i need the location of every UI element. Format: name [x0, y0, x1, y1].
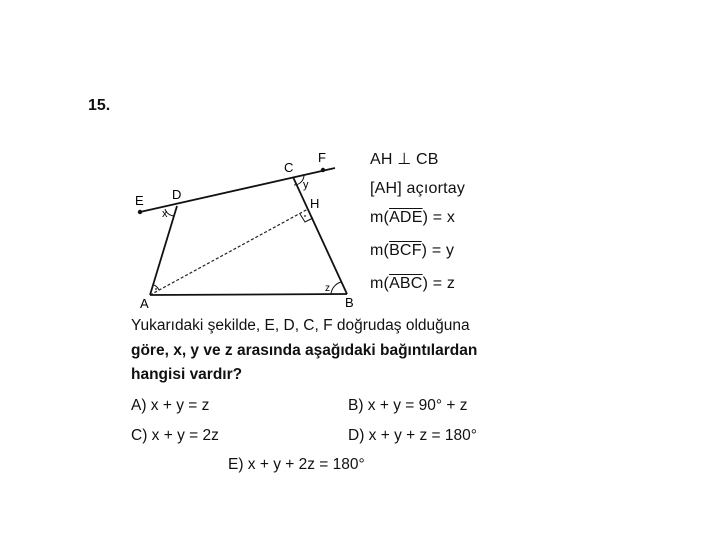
condition-angle-ade	[370, 209, 455, 227]
question-stem-line-2: göre, x, y ve z arasında aşağıdaki bağıntılardan	[131, 342, 478, 359]
angle-a-dot	[155, 288, 157, 290]
label-f: F	[318, 150, 326, 165]
angle-abc-arc: $\overline{ABC}$	[389, 275, 423, 292]
label-x: x	[162, 208, 168, 220]
label-h: H	[310, 196, 320, 211]
side-ab	[150, 294, 347, 295]
angle-ade-suffix: ) = x	[422, 209, 456, 226]
question-stem-line-3: hangisi vardır?	[131, 366, 243, 383]
label-d: D	[172, 187, 182, 202]
question-stem-line-1: Yukarıdaki şekilde, E, D, C, F doğrudaş olduğuna	[131, 317, 470, 334]
label-b: B	[345, 295, 354, 310]
angle-bcf-arc: $\overline{BCF}$	[389, 242, 422, 259]
option-c[interactable]: C) x + y = 2z	[131, 427, 219, 444]
label-y: y	[303, 179, 309, 191]
label-a: A	[140, 296, 149, 311]
condition-bisector: [AH] açıortay	[370, 180, 466, 197]
point-e-dot	[138, 210, 142, 214]
angle-abc-suffix: ) = z	[422, 275, 456, 292]
segment-ah	[150, 209, 308, 295]
angle-abc-prefix: m(	[370, 275, 390, 292]
right-angle-h-dot	[304, 215, 306, 217]
condition-angle-bcf	[370, 242, 454, 260]
option-d[interactable]: D) x + y + z = 180°	[348, 427, 477, 444]
option-a[interactable]: A) x + y = z	[131, 397, 210, 414]
angle-z-arc	[331, 282, 341, 294]
condition-angle-abc	[370, 275, 455, 293]
option-b[interactable]: B) x + y = 90° + z	[348, 397, 468, 414]
label-c: C	[284, 160, 294, 175]
label-z: z	[325, 283, 330, 294]
angle-bcf-prefix: m(	[370, 242, 390, 259]
angle-bcf-suffix: ) = y	[421, 242, 455, 259]
side-cb	[293, 177, 347, 294]
label-e: E	[135, 193, 144, 208]
question-number: 15.	[88, 97, 111, 114]
angle-ade-arc: $\overline{ADE}$	[389, 209, 423, 226]
option-e[interactable]: E) x + y + 2z = 180°	[228, 456, 365, 473]
angle-ade-prefix: m(	[370, 209, 390, 226]
point-f-dot	[321, 168, 325, 172]
condition-perpendicular: AH ⊥ CB	[370, 151, 439, 168]
